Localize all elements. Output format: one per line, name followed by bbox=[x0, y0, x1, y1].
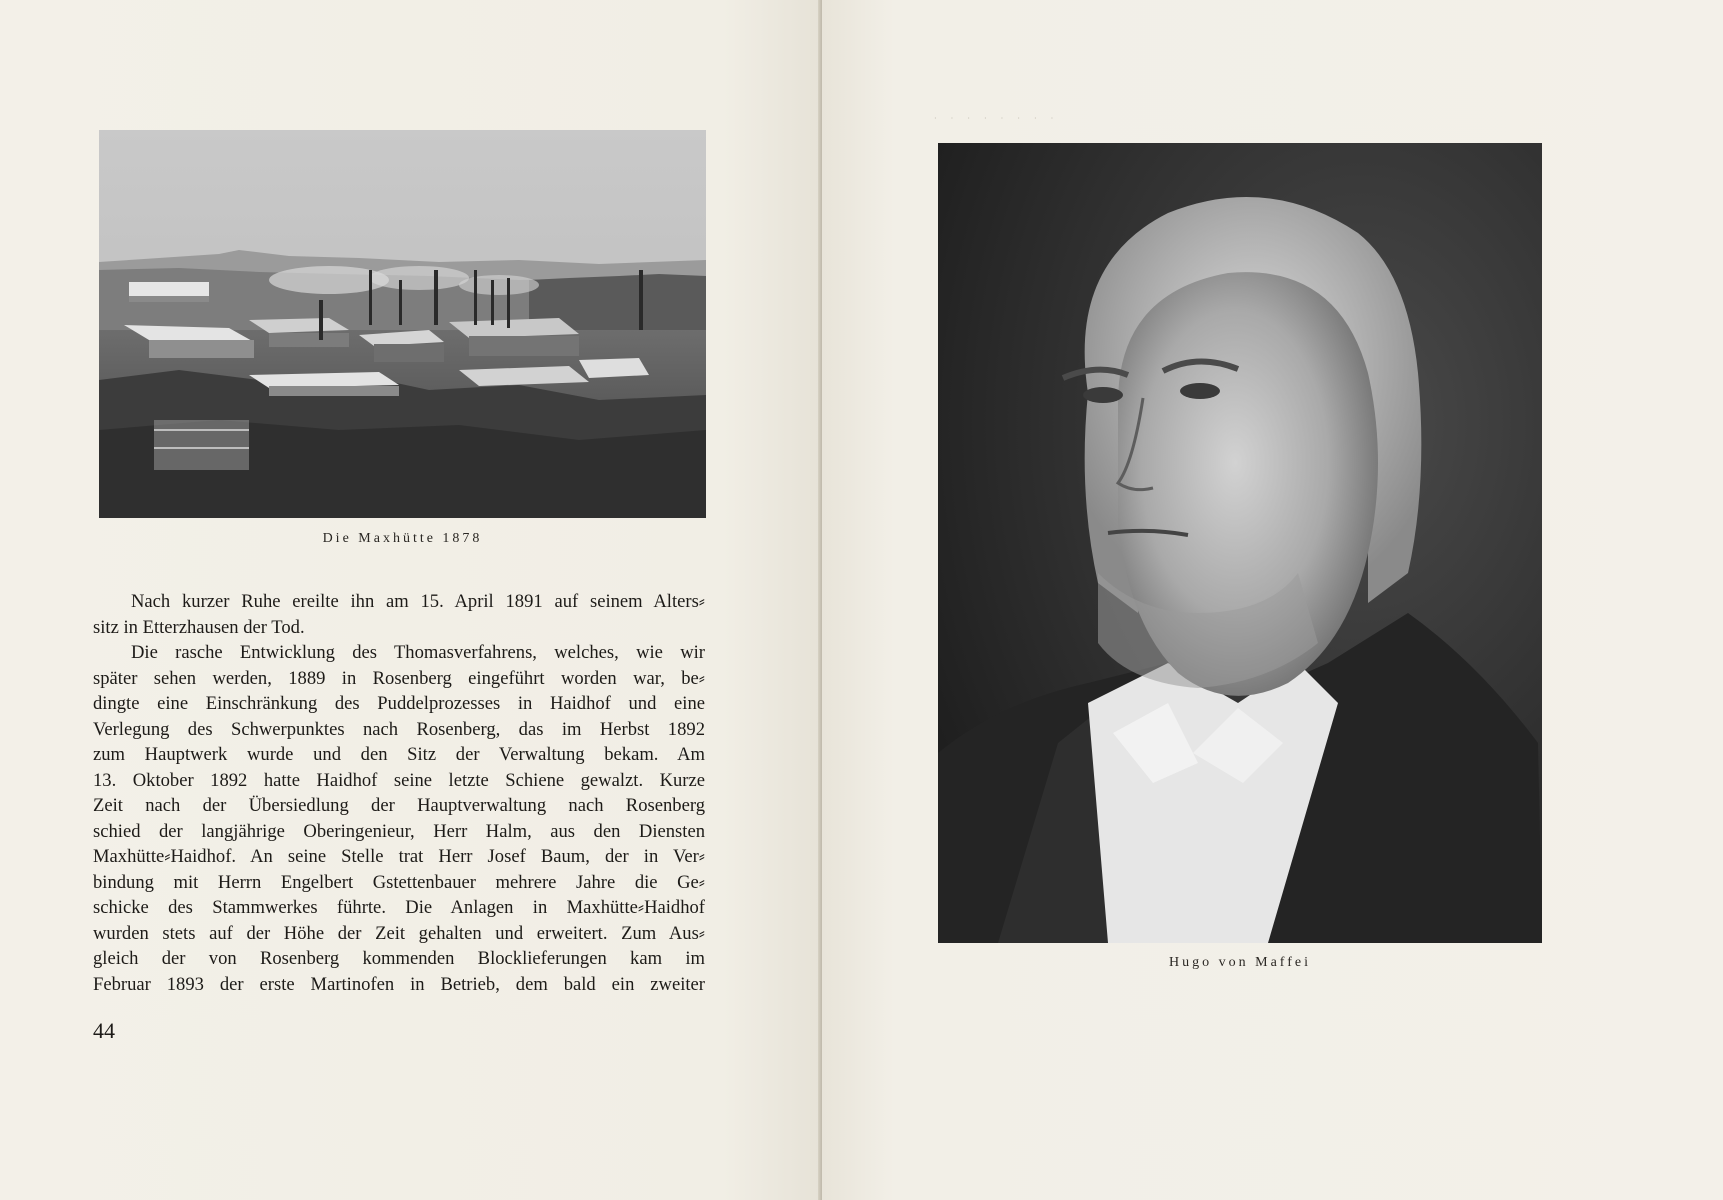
text-line: schied der langjährige Oberingenieur, Herr Halm, aus den Diensten bbox=[93, 820, 705, 842]
text-line: wurden stets auf der Höhe der Zeit gehalten und erweitert. Zum Aus⸗ bbox=[93, 922, 705, 944]
text-line: 13. Oktober 1892 hatte Haidhof seine letzte Schiene gewalzt. Kurze bbox=[93, 769, 705, 791]
text-line: Maxhütte⸗Haidhof. An seine Stelle trat Herr Josef Baum, der in Ver⸗ bbox=[93, 846, 705, 867]
factory-photo bbox=[99, 130, 706, 518]
text-line: bindung mit Herrn Engelbert Gstettenbauer mehrere Jahre die Ge⸗ bbox=[93, 871, 705, 893]
portrait-photo bbox=[938, 143, 1542, 943]
text-line: Verlegung des Schwerpunktes nach Rosenberg, das im Herbst 1892 bbox=[93, 718, 705, 740]
text-line: Nach kurzer Ruhe ereilte ihn am 15. April 1891 auf seinem Alters⸗ bbox=[131, 591, 705, 612]
body-paragraph bbox=[93, 589, 705, 997]
text-line: dingte eine Einschränkung des Puddelprozesses in Haidhof und eine bbox=[93, 693, 705, 714]
page-number: 44 bbox=[93, 1018, 115, 1043]
paper-specks: · · · · · · · · bbox=[934, 114, 1060, 123]
text-line: sitz in Etterzhausen der Tod. bbox=[93, 616, 305, 638]
factory-photo-caption: Die Maxhütte 1878 bbox=[322, 531, 483, 546]
portrait-caption: Hugo von Maffei bbox=[1169, 955, 1311, 970]
text-line: zum Hauptwerk wurde und den Sitz der Verwaltung bekam. Am bbox=[93, 744, 705, 765]
text-line: gleich der von Rosenberg kommenden Blocklieferungen kam im bbox=[93, 948, 705, 969]
text-line: Februar 1893 der erste Martinofen in Betrieb, dem bald ein zweiter bbox=[93, 973, 705, 995]
text-line: Zeit nach der Übersiedlung der Hauptverwaltung nach Rosenberg bbox=[93, 795, 705, 816]
left-page bbox=[0, 0, 822, 1200]
text-line: schicke des Stammwerkes führte. Die Anlagen in Maxhütte⸗Haidhof bbox=[93, 897, 705, 918]
text-line: später sehen werden, 1889 in Rosenberg eingeführt worden war, be⸗ bbox=[93, 667, 705, 689]
text-line: Die rasche Entwicklung des Thomasverfahrens, welches, wie wir bbox=[131, 642, 705, 663]
